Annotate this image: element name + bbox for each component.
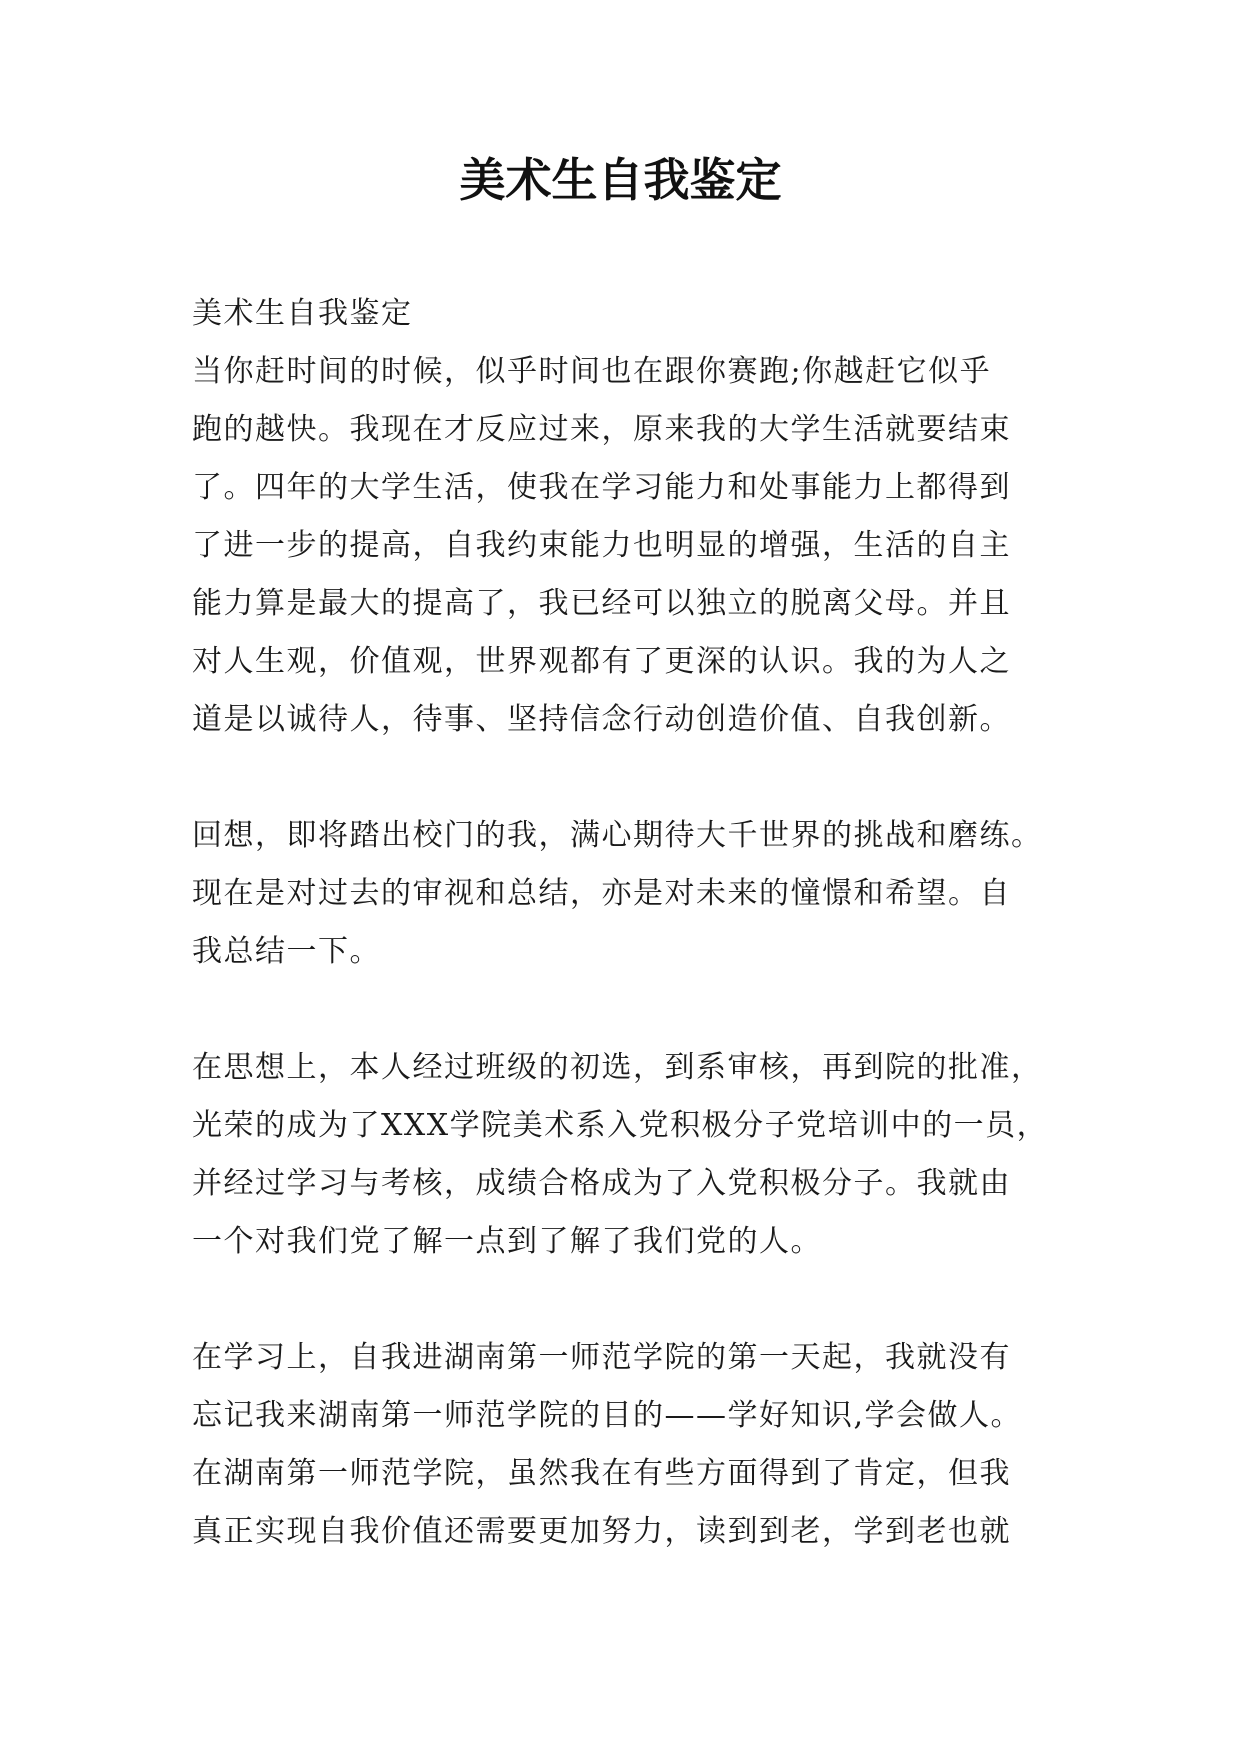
text-line: 跑的越快。我现在才反应过来，原来我的大学生活就要结束 xyxy=(192,412,1011,447)
text-line: 一个对我们党了解一点到了解了我们党的人。 xyxy=(192,1224,822,1259)
text-line: 了进一步的提高，自我约束能力也明显的增强，生活的自主 xyxy=(192,528,1011,563)
text-line: 真正实现自我价值还需要更加努力，读到到老，学到老也就 xyxy=(192,1514,1011,1549)
text-line: 回想，即将踏出校门的我，满心期待大千世界的挑战和磨练。 xyxy=(192,818,1043,853)
text-line: 能力算是最大的提高了，我已经可以独立的脱离父母。并且 xyxy=(192,586,1011,621)
paragraph-gap xyxy=(192,1271,1072,1329)
text-line: 忘记我来湖南第一师范学院的目的——学好知识,学会做人。 xyxy=(192,1398,1023,1433)
text-line: 我总结一下。 xyxy=(192,934,381,969)
paragraph-gap xyxy=(192,981,1072,1039)
document-title: 美术生自我鉴定 xyxy=(459,153,782,207)
text-line: 了。四年的大学生活，使我在学习能力和处事能力上都得到 xyxy=(192,470,1011,505)
text-line: 并经过学习与考核，成绩合格成为了入党积极分子。我就由 xyxy=(192,1166,1011,1201)
text-line: 在湖南第一师范学院，虽然我在有些方面得到了肯定，但我 xyxy=(192,1456,1011,1491)
text-line: 对人生观，价值观，世界观都有了更深的认识。我的为人之 xyxy=(192,644,1011,679)
text-line: 在思想上，本人经过班级的初选，到系审核，再到院的批准， xyxy=(192,1050,1043,1085)
text-line: 在学习上，自我进湖南第一师范学院的第一天起，我就没有 xyxy=(192,1340,1011,1375)
text-line: 道是以诚待人，待事、坚持信念行动创造价值、自我创新。 xyxy=(192,702,1011,737)
text-line: 当你赶时间的时候，似乎时间也在跟你赛跑;你越赶它似乎 xyxy=(192,354,992,389)
text-line: 现在是对过去的审视和总结，亦是对未来的憧憬和希望。自 xyxy=(192,876,1011,911)
text-line: 美术生自我鉴定 xyxy=(192,296,413,331)
text-line: 光荣的成为了XXX学院美术系入党积极分子党培训中的一员， xyxy=(192,1108,1049,1143)
document-body xyxy=(192,285,1072,1561)
paragraph-gap xyxy=(192,749,1072,807)
